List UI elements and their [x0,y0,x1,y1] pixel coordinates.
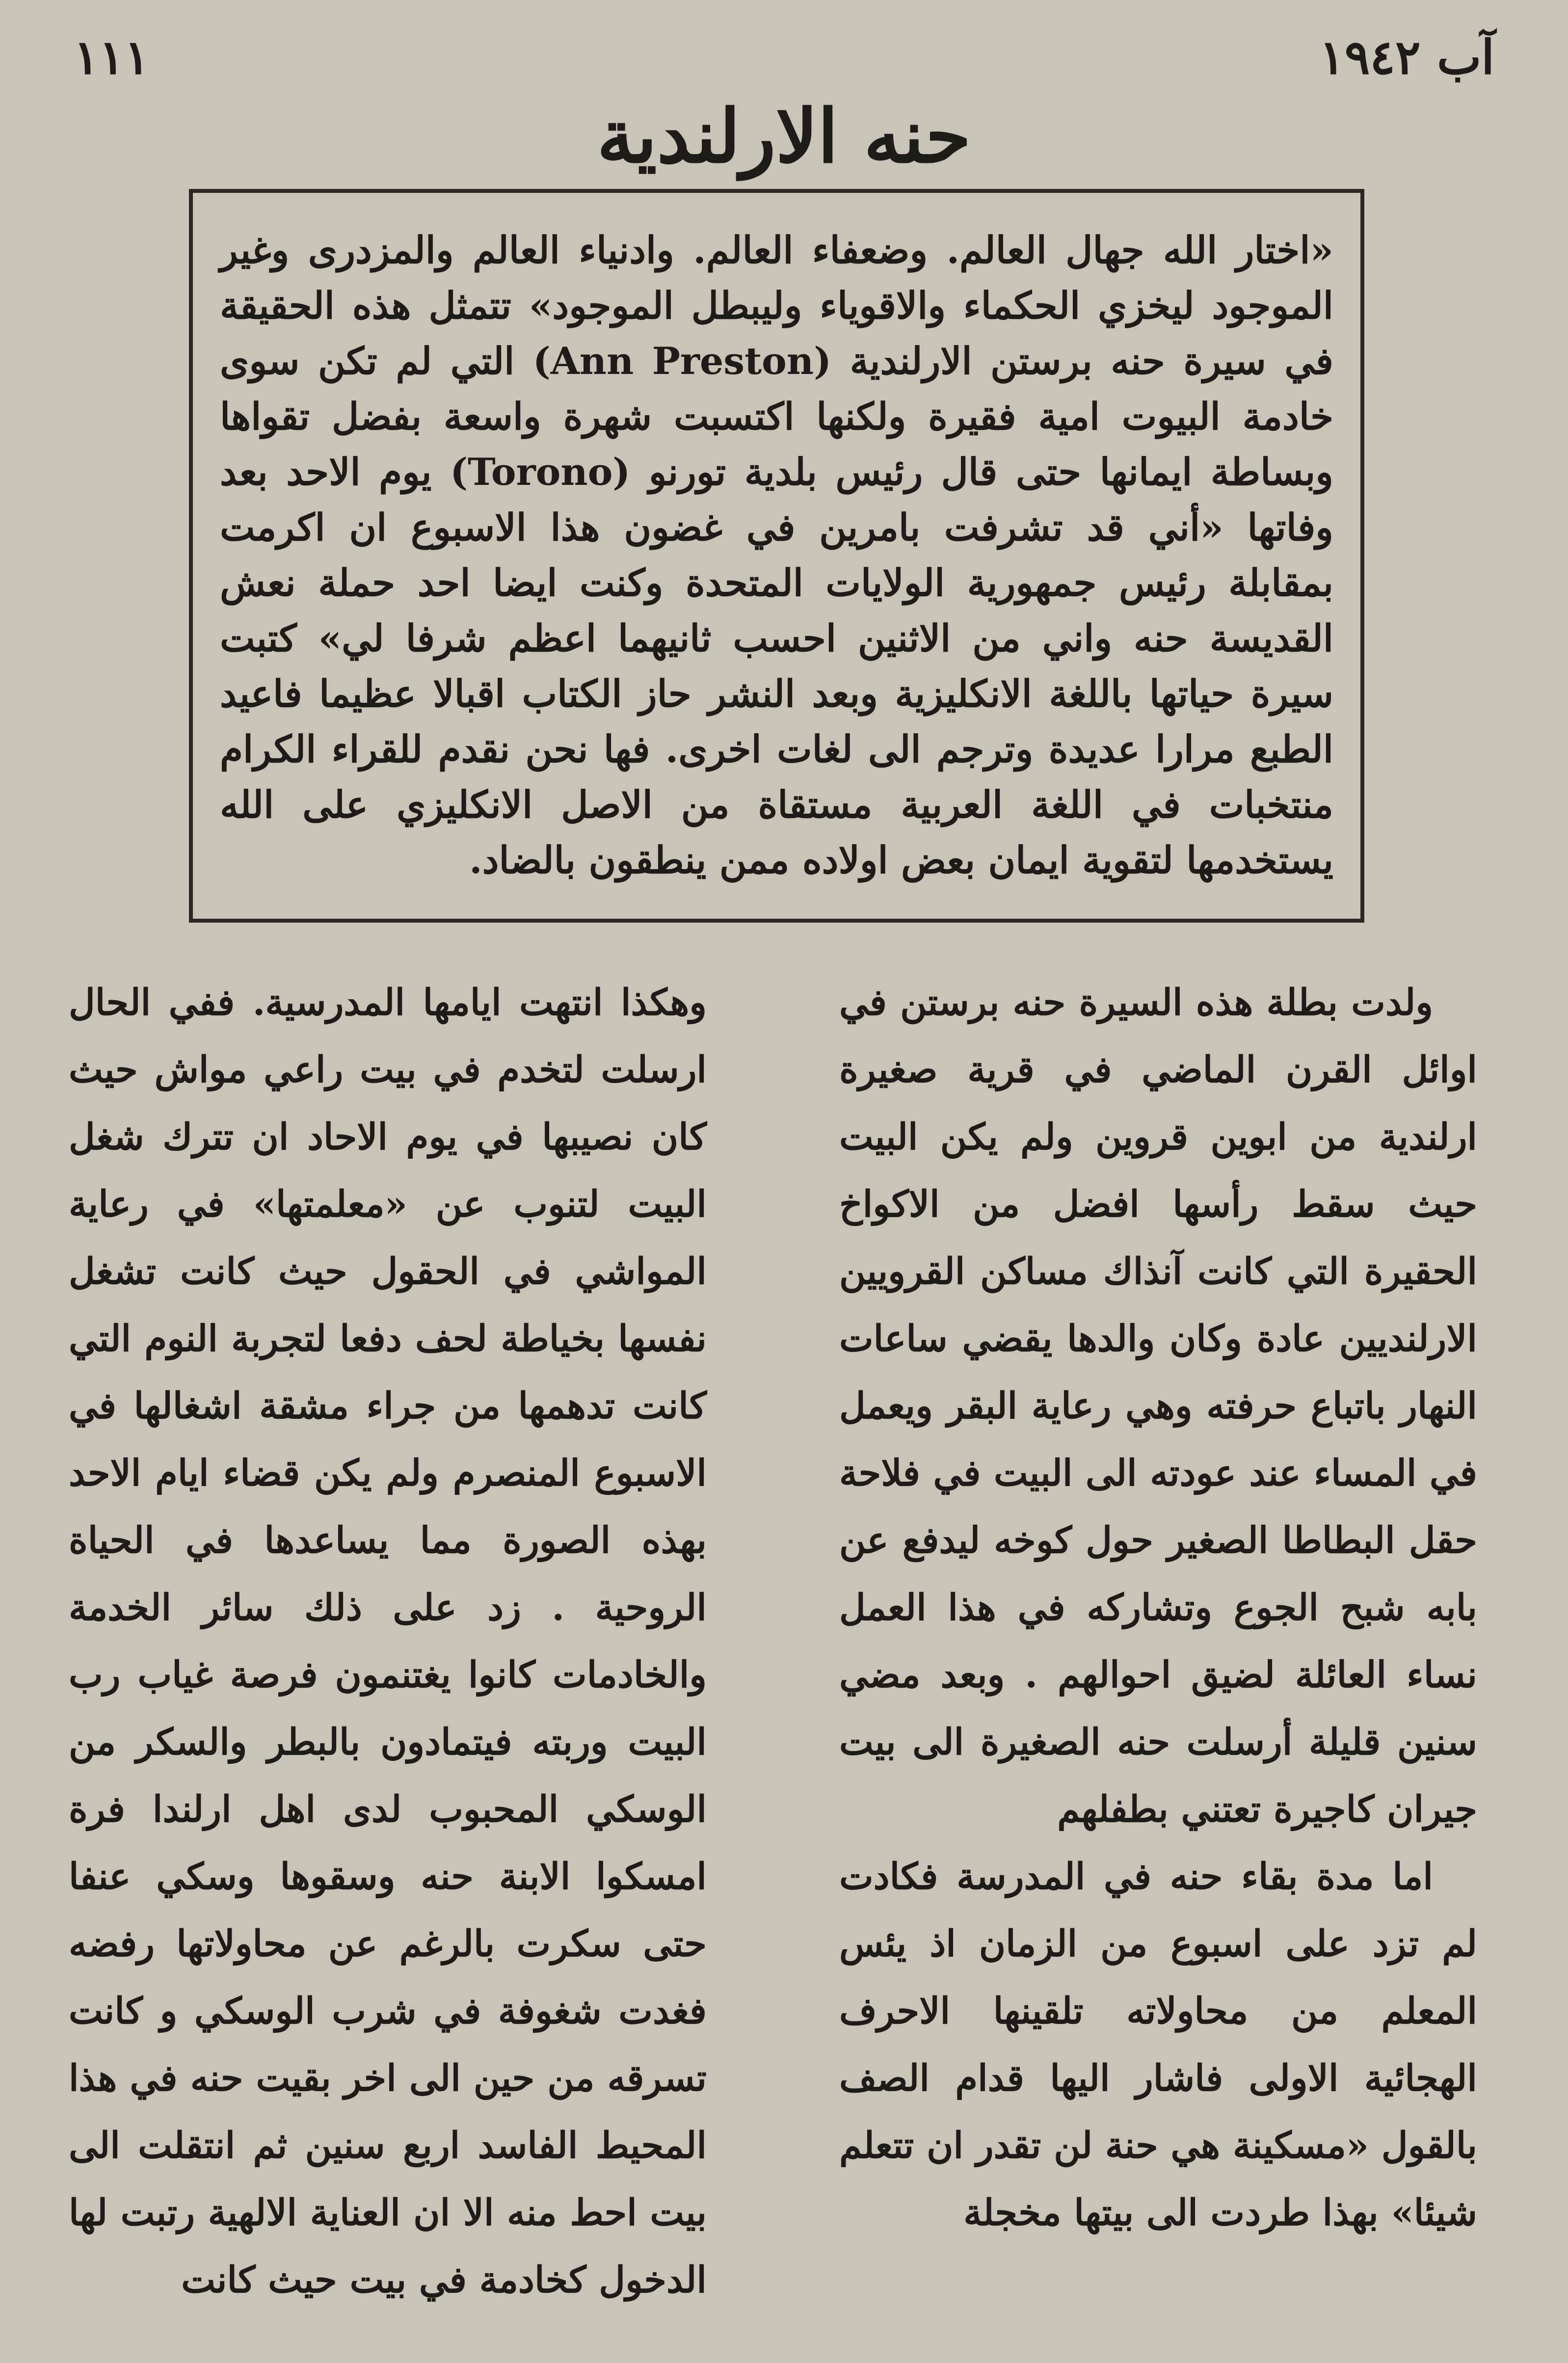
intro-box [189,189,1364,923]
left-column [69,969,707,2338]
intro-text: «اختار الله جهال العالم. وضعفاء العالم. وادنياء العالم والمزدرى وغير الموجود ليخزي الحكماء والاقوياء وليبطل الموجود» تتمثل هذه الحقيقة في سيرة حنه برستن الارلندية (Ann Preston) التي لم تكن سوى خادمة البيوت امية فقيرة ولكنها اكتسبت شهرة واسعة بفضل تقواها وبساطة ايمانها حتى قال رئيس بلدية تورنو (Torono) يوم الاحد بعد وفاتها «أني قد تشرفت بامرين في غضون هذا الاسبوع ان اكرمت بمقابلة رئيس جمهورية الولايات المتحدة وكنت ايضا احد حملة نعش القديسة حنه واني من الاثنين احسب ثانيهما اعظم شرفا لي» كتبت سيرة حياتها باللغة الانكليزية وبعد النشر حاز الكتاب اقبالا عظيما فاعيد الطبع مرارا عديدة وترجم الى لغات اخرى. فها نحن نقدم للقراء الكرام منتخبات في اللغة العربية مستقاة من الاصل الانكليزي على الله يستخدمها لتقوية ايمان بعض اولاده ممن ينطقون بالضاد. [220,228,1334,882]
paragraph: ولدت بطلة هذه السيرة حنه برستن في اوائل القرن الماضي في قرية صغيرة ارلندية من ابوين قروين ولم يكن البيت حيث سقط رأسها افضل من الاكواخ الحقيرة التي كانت آنذاك مساكن القرويين الارلنديين عادة وكان والدها يقضي ساعات النهار باتباع حرفته وهي رعاية البقر ويعمل في المساء عند عودته الى البيت في فلاحة حقل البطاطا الصغير حول كوخه ليدفع عن بابه شبح الجوع وتشاركه في هذا العمل نساء العائلة لضيق احوالهم . وبعد مضي سنين قليلة أرسلت حنه الصغيرة الى بيت جيران كاجيرة تعتني بطفلهم [839,982,1477,1831]
page-number: ١١١ [74,29,150,85]
issue-date: آب ١٩٤٢ [1319,29,1494,85]
running-header [74,29,1494,103]
paragraph: اما مدة بقاء حنه في المدرسة فكادت لم تزد على اسبوع من الزمان اذ يئس المعلم من محاولاته تلقينها الاحرف الهجائية الاولى فاشار اليها قدام الصف بالقول «مسكينة هي حنة لن تقدر ان تتعلم شيئا» بهذا طردت الى بيتها مخجلة [839,1856,1477,2234]
article-title: حنه الارلندية [597,93,971,180]
paragraph: وهكذا انتهت ايامها المدرسية. ففي الحال ارسلت لتخدم في بيت راعي مواش حيث كان نصيبها في يوم الاحاد ان تترك شغل البيت لتنوب عن «معلمتها» في رعاية المواشي في الحقول حيث كانت تشغل نفسها بخياطة لحف دفعا لتجربة النوم التي كانت تدهمها من جراء مشقة اشغالها في الاسبوع المنصرم ولم يكن قضاء ايام الاحد بهذه الصورة مما يساعدها في الحياة الروحية . زد على ذلك سائر الخدمة والخادمات كانوا يغتنمون فرصة غياب رب البيت وربته فيتمادون بالبطر والسكر من الوسكي المحبوب لدى اهل ارلندا فرة امسكوا الابنة حنه وسقوها وسكي عنفا حتى سكرت بالرغم عن محاولاتها رفضه فغدت شغوفة في شرب الوسكي و كانت تسرقه من حين الى اخر بقيت حنه في هذا المحيط الفاسد اربع سنين ثم انتقلت الى بيت احط منه الا ان العناية الالهية رتبت لها الدخول كخادمة في بيت حيث كانت [69,982,707,2301]
right-column [839,969,1477,2338]
